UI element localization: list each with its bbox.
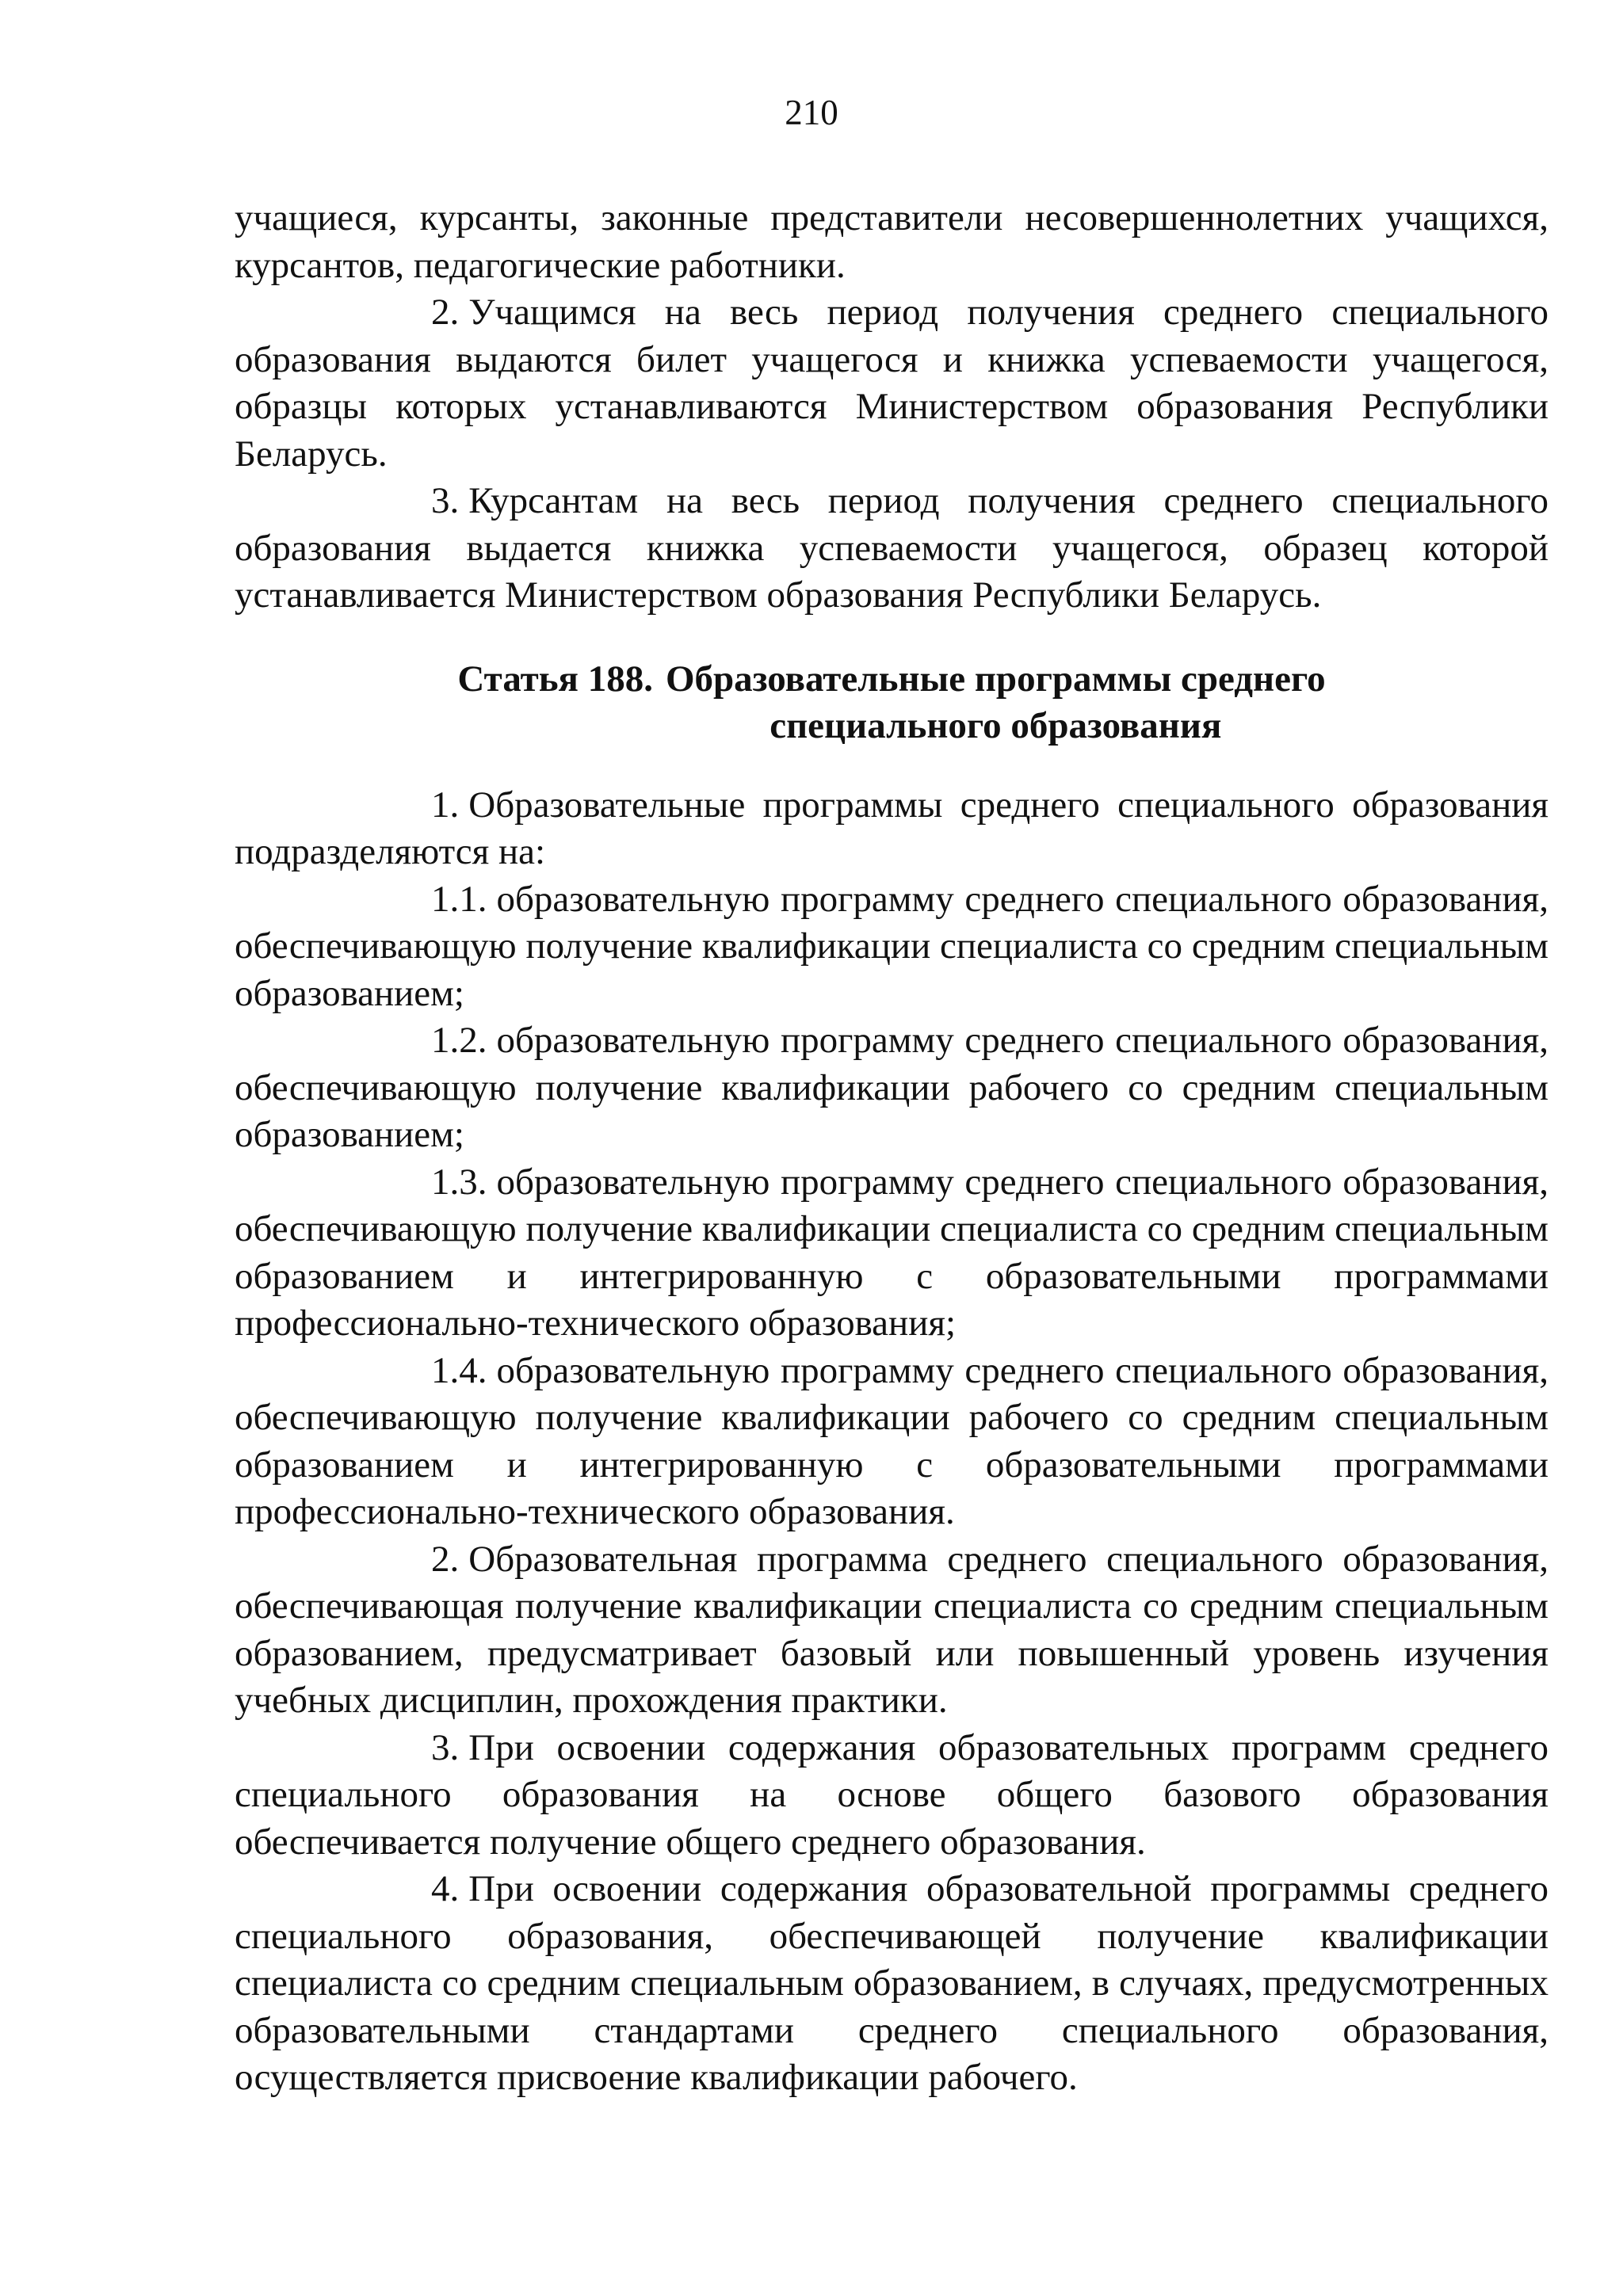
paragraph-number: 1.4. bbox=[431, 1349, 487, 1391]
paragraph bbox=[235, 1536, 1549, 1725]
article-title-line: Образовательные программы среднего bbox=[665, 658, 1326, 700]
paragraph-text: Образовательная программа среднего специального образования, обеспечивающая получение квалификации специалиста со средним специальным образованием, предусматривает базовый или повышенный уровень изучения учебных дисциплин, прохождения практики. bbox=[235, 1538, 1549, 1721]
paragraph bbox=[235, 1159, 1549, 1348]
paragraph bbox=[235, 478, 1549, 620]
paragraph-number: 3. bbox=[431, 1726, 460, 1768]
paragraph-text: образовательную программу среднего специального образования, обеспечивающую получение квалификации специалиста со средним специальным образованием и интегрированную с образовательными программами профессионально-технического образования; bbox=[235, 1161, 1549, 1344]
article-title-line: специального образования bbox=[769, 705, 1222, 746]
paragraph bbox=[235, 1725, 1549, 1867]
document-body bbox=[235, 195, 1549, 2102]
paragraph-number: 2. bbox=[431, 292, 460, 333]
paragraph-number: 4. bbox=[431, 1868, 460, 1909]
paragraph bbox=[235, 289, 1549, 478]
paragraph bbox=[235, 1866, 1549, 2102]
paragraph-text: Образовательные программы среднего специального образования подразделяются на: bbox=[235, 784, 1549, 872]
article-title bbox=[666, 656, 1326, 750]
paragraph-text: При освоении содержания образовательной программы среднего специального образования, обеспечивающей получение квалификации специалиста со средним специальным образованием, в случаях, предусмотренных образовательными стандартами среднего специального образования, осуществляется присвоение квалификации рабочего. bbox=[235, 1868, 1549, 2098]
paragraph bbox=[235, 782, 1549, 876]
page-number: 210 bbox=[785, 93, 838, 132]
paragraph bbox=[235, 1017, 1549, 1159]
paragraph-text: образовательную программу среднего специального образования, обеспечивающую получение квалификации рабочего со средним специальным образованием и интегрированную с образовательными программами профессионально-технического образования. bbox=[235, 1349, 1549, 1532]
paragraph-text: При освоении содержания образовательных программ среднего специального образования на основе общего базового образования обеспечивается получение общего среднего образования. bbox=[235, 1726, 1549, 1863]
article-label: Статья 188. bbox=[457, 658, 653, 700]
paragraph-continuation bbox=[235, 195, 1549, 289]
paragraph-number: 3. bbox=[431, 480, 460, 521]
paragraph bbox=[235, 876, 1549, 1018]
paragraph-number: 1.2. bbox=[431, 1020, 487, 1061]
paragraph-number: 2. bbox=[431, 1538, 460, 1580]
paragraph-text: учащиеся, курсанты, законные представители несовершеннолетних учащихся, курсантов, педагогические работники. bbox=[235, 197, 1549, 286]
paragraph-text: Курсантам на весь период получения среднего специального образования выдается книжка успеваемости учащегося, образец которой устанавливается Министерством образования Республики Беларусь. bbox=[235, 480, 1549, 616]
paragraph-number: 1.1. bbox=[431, 878, 487, 920]
paragraph bbox=[235, 1348, 1549, 1536]
paragraph-number: 1. bbox=[431, 784, 460, 826]
article-heading bbox=[235, 656, 1549, 750]
paragraph-text: Учащимся на весь период получения среднего специального образования выдаются билет учащегося и книжка успеваемости учащегося, образцы которых устанавливаются Министерством образования Республики Беларусь. bbox=[235, 292, 1549, 475]
paragraph-number: 1.3. bbox=[431, 1161, 487, 1203]
paragraph-text: образовательную программу среднего специального образования, обеспечивающую получение квалификации специалиста со средним специальным образованием; bbox=[235, 878, 1549, 1014]
paragraph-text: образовательную программу среднего специального образования, обеспечивающую получение квалификации рабочего со средним специальным образованием; bbox=[235, 1020, 1549, 1155]
